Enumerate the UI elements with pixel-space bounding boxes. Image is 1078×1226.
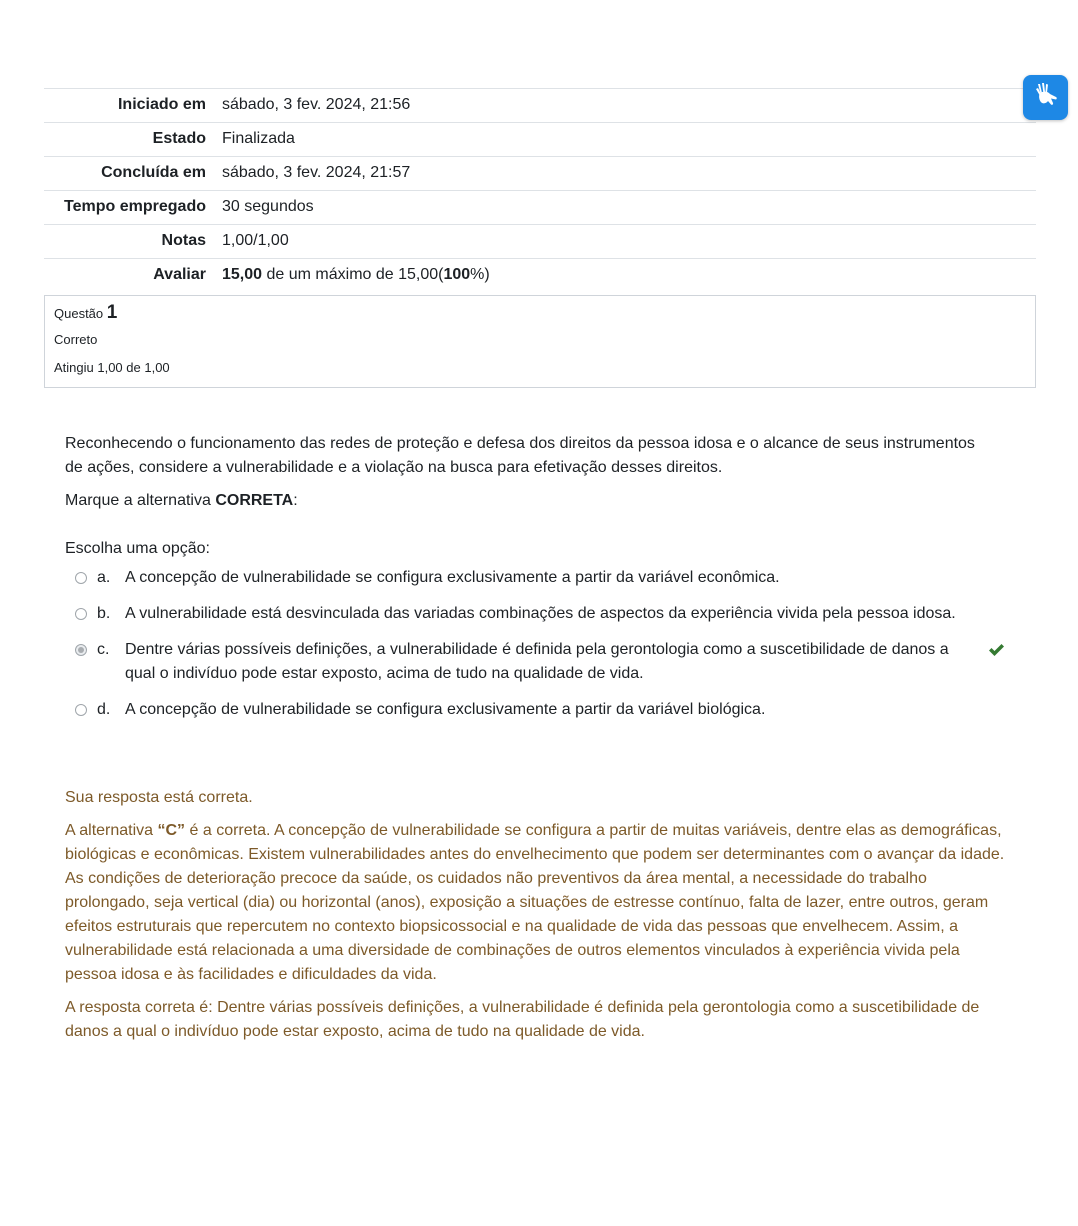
summary-label: Tempo empregado xyxy=(44,191,214,225)
answer-option-a[interactable] xyxy=(72,566,1012,590)
answer-radio[interactable] xyxy=(75,608,87,620)
attempt-summary-table xyxy=(44,88,1036,291)
grade-score: 15,00 xyxy=(222,266,263,283)
question-number-prefix: Questão xyxy=(54,306,107,321)
accessibility-button[interactable] xyxy=(1023,75,1068,120)
question-text xyxy=(65,432,995,522)
summary-label: Avaliar xyxy=(44,259,214,292)
grade-mid: de um máximo de 15,00( xyxy=(262,266,444,283)
summary-row-state xyxy=(44,123,1036,157)
instruction-bold: CORRETA xyxy=(215,492,294,509)
answer-letter: b. xyxy=(97,605,111,622)
answer-text: A concepção de vulnerabilidade se configura exclusivamente a partir da variável biológica. xyxy=(125,701,766,718)
instruction-prefix: Marque a alternativa xyxy=(65,492,216,509)
answer-letter: a. xyxy=(97,569,111,586)
question-grade: Atingiu 1,00 de 1,00 xyxy=(54,360,170,375)
grade-percent: 100 xyxy=(443,266,471,283)
answer-option-b[interactable] xyxy=(72,602,1012,626)
grade-end: %) xyxy=(470,266,490,283)
explanation-prefix: A alternativa xyxy=(65,822,158,839)
question-statement: Reconhecendo o funcionamento das redes de proteção e defesa dos direitos da pessoa idosa e o alcance de seus instrumentos de ações, considere a vulnerabilidade e a violação na busca para efetivação desses direitos. xyxy=(65,435,975,476)
summary-label: Notas xyxy=(44,225,214,259)
feedback-right-answer: A resposta correta é: Dentre várias possíveis definições, a vulnerabilidade é definida pela gerontologia como a suscetibilidade de danos a qual o indivíduo pode estar exposto, acima de tudo na qualidade de vida. xyxy=(65,999,980,1040)
summary-row-started xyxy=(44,89,1036,123)
summary-label: Iniciado em xyxy=(44,89,214,123)
question-feedback xyxy=(65,786,1015,1053)
question-instruction xyxy=(65,489,995,513)
summary-label: Estado xyxy=(44,123,214,157)
instruction-suffix: : xyxy=(293,492,298,509)
answer-radio[interactable] xyxy=(75,572,87,584)
answer-letter: c. xyxy=(97,641,110,658)
answer-text: A vulnerabilidade está desvinculada das variadas combinações de aspectos da experiência vivida pela pessoa idosa. xyxy=(125,605,956,622)
summary-value: 1,00/1,00 xyxy=(214,225,1036,259)
answer-letter: d. xyxy=(97,701,111,718)
answer-text: Dentre várias possíveis definições, a vulnerabilidade é definida pela gerontologia como a suscetibilidade de danos a qual o indivíduo pode estar exposto, acima de tudo na qualidade de vida. xyxy=(125,641,949,682)
answer-option-d[interactable] xyxy=(72,698,1012,722)
answer-text: A concepção de vulnerabilidade se configura exclusivamente a partir da variável econômica. xyxy=(125,569,780,586)
answer-option-c[interactable] xyxy=(72,638,1012,686)
summary-row-time xyxy=(44,191,1036,225)
summary-row-marks xyxy=(44,225,1036,259)
answer-radio[interactable] xyxy=(75,704,87,716)
question-number-value: 1 xyxy=(106,302,118,323)
check-icon xyxy=(988,641,1005,665)
summary-row-grade xyxy=(44,259,1036,292)
summary-value: sábado, 3 fev. 2024, 21:57 xyxy=(214,157,1036,191)
question-number xyxy=(54,302,1026,323)
answer-list xyxy=(72,566,1012,734)
summary-value: sábado, 3 fev. 2024, 21:56 xyxy=(214,89,1036,123)
answer-prompt: Escolha uma opção: xyxy=(65,540,210,557)
feedback-explanation xyxy=(65,819,1015,987)
summary-label: Concluída em xyxy=(44,157,214,191)
summary-grade-value xyxy=(214,259,1036,292)
feedback-result: Sua resposta está correta. xyxy=(65,789,253,806)
summary-value: 30 segundos xyxy=(214,191,1036,225)
explanation-rest: é a correta. A concepção de vulnerabilidade se configura a partir de muitas variáveis, dentre elas as demográficas, biológicas e econômicas. Existem vulnerabilidades antes do envelhecimento que podem ser determinantes com o avançar da idade. As condições de deterioração precoce da saúde, os cuidados não preventivos da área mental, a necessidade do trabalho prolongado, seja vertical (dia) ou horizontal (anos), exposição a situações de estresse contínuo, falta de lazer, entre outros, geram efeitos estruturais que repercutem no contexto biopsicossocial e na qualidade de vida das pessoas que envelhecem. Assim, a vulnerabilidade está relacionada a uma diversidade de combinações de outros elementos vinculados à experiência vivida pela pessoa idosa e às facilidades e dificuldades da vida. xyxy=(65,822,1005,983)
sign-language-hand-icon xyxy=(1032,81,1060,114)
explanation-bold: “C” xyxy=(157,822,186,839)
question-state: Correto xyxy=(54,332,98,347)
summary-value: Finalizada xyxy=(214,123,1036,157)
answer-radio-selected[interactable] xyxy=(75,644,87,656)
question-info-box xyxy=(44,295,1036,388)
summary-row-completed xyxy=(44,157,1036,191)
